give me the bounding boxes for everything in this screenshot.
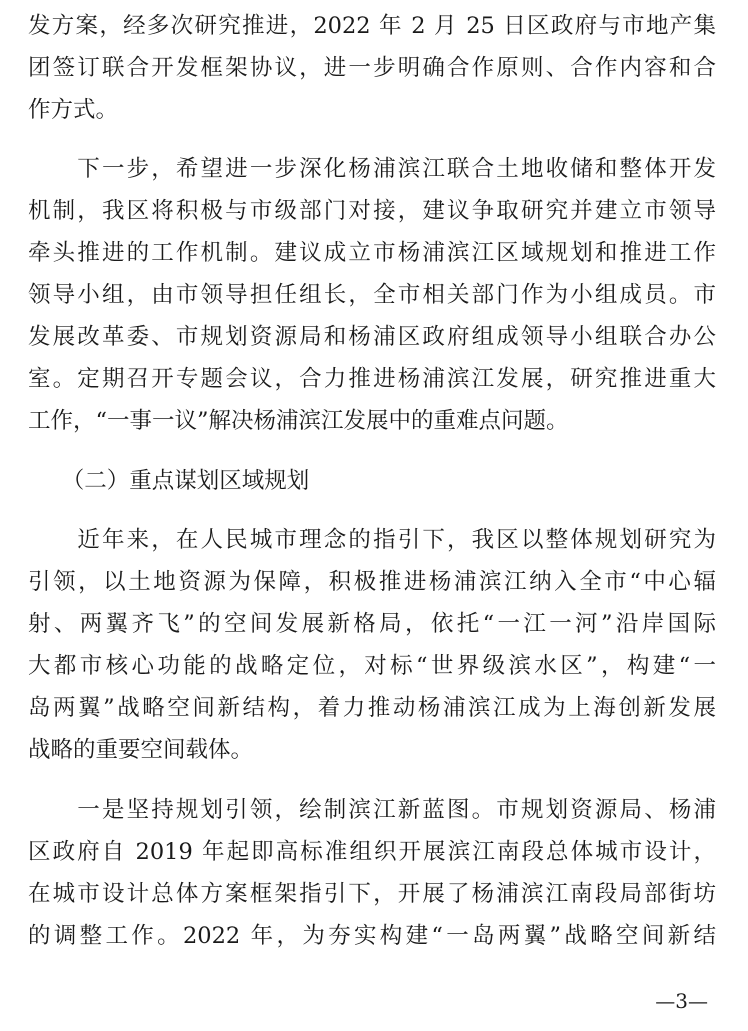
body-text-line: 作方式。 [28,97,119,123]
body-text-line: 机制，我区将积极与市级部门对接，建议争取研究并建立市领导 [28,198,716,224]
body-text-line: 室。定期召开专题会议，合力推进杨浦滨江发展，研究推进重大 [28,366,716,392]
body-text-line: 发方案，经多次研究推进，2022 年 2 月 25 日区政府与市地产集 [28,13,716,39]
body-text-line: 工作，“一事一议”解决杨浦滨江发展中的重难点问题。 [28,408,569,434]
body-text-line: 近年来，在人民城市理念的指引下，我区以整体规划研究为 [28,527,716,553]
body-text-line: 领导小组，由市领导担任组长，全市相关部门作为小组成员。市 [28,282,716,308]
body-text-line: 下一步，希望进一步深化杨浦滨江联合土地收储和整体开发 [28,156,716,182]
body-text-line: 团签订联合开发框架协议，进一步明确合作原则、合作内容和合 [28,55,716,81]
body-text-line: 牵头推进的工作机制。建议成立市杨浦滨江区域规划和推进工作 [28,240,716,266]
body-text-line: 射、两翼齐飞”的空间发展新格局，依托“一江一河”沿岸国际 [28,611,716,637]
body-text-line: 的调整工作。2022 年，为夯实构建“一岛两翼”战略空间新结 [28,923,716,949]
body-text-line: 发展改革委、市规划资源局和杨浦区政府组成领导小组联合办公 [28,324,716,350]
body-text-line: 引领，以土地资源为保障，积极推进杨浦滨江纳入全市“中心辐 [28,569,716,595]
body-text-line: 一是坚持规划引领，绘制滨江新蓝图。市规划资源局、杨浦 [28,797,716,823]
body-text-line: 区政府自 2019 年起即高标准组织开展滨江南段总体城市设计， [28,839,716,865]
section-heading: （二）重点谋划区域规划 [28,468,310,494]
body-text-line: 战略的重要空间载体。 [28,737,254,763]
body-text-line: 岛两翼”战略空间新结构，着力推动杨浦滨江成为上海创新发展 [28,695,716,721]
body-text-line: 在城市设计总体方案框架指引下，开展了杨浦滨江南段局部街坊 [28,881,716,907]
body-text-line: 大都市核心功能的战略定位，对标“世界级滨水区”，构建“一 [28,653,716,679]
page-number: —3— [655,989,708,1013]
